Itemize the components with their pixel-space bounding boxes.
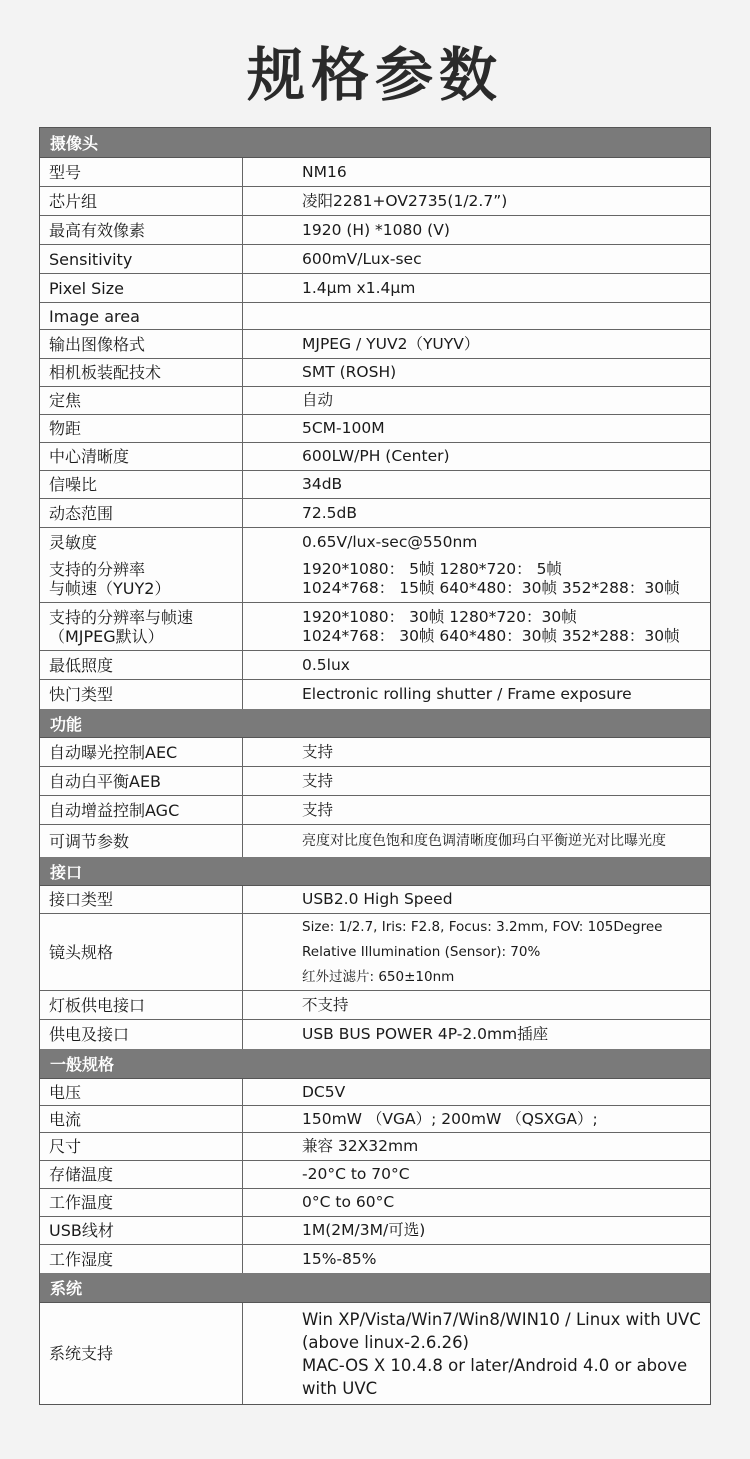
row-label: 动态范围 xyxy=(40,499,243,527)
table-row xyxy=(40,1161,710,1189)
row-label: USB线材 xyxy=(40,1217,243,1244)
row-label: 最低照度 xyxy=(40,651,243,679)
row-label: 自动白平衡AEB xyxy=(40,767,243,795)
page-title: 规格参数 xyxy=(246,41,503,109)
table-row xyxy=(40,1245,710,1273)
row-value: 支持 xyxy=(302,742,334,761)
row-value xyxy=(243,914,710,990)
row-label: 灯板供电接口 xyxy=(40,991,243,1019)
table-row xyxy=(40,1106,710,1133)
table-row xyxy=(40,556,710,603)
section-header-system: 系统 xyxy=(40,1273,710,1303)
table-row xyxy=(40,471,710,499)
row-label: 物距 xyxy=(40,415,243,442)
section-header-general: 一般规格 xyxy=(40,1049,710,1079)
row-value-line: 1024*768： 15帧 640*480：30帧 352*288：30帧 xyxy=(302,579,680,597)
row-value: MJPEG / YUV2（YUYV） xyxy=(302,334,480,353)
table-row xyxy=(40,499,710,528)
row-value: 15%-85% xyxy=(302,1249,377,1268)
row-label: 定焦 xyxy=(40,387,243,414)
row-value-line: 1920*1080： 5帧 1280*720： 5帧 xyxy=(302,560,562,578)
row-value: 支持 xyxy=(302,771,334,790)
row-value: SMT (ROSH) xyxy=(302,363,397,381)
row-label: 工作温度 xyxy=(40,1189,243,1216)
row-value: 1.4μm x1.4μm xyxy=(302,278,416,297)
table-row xyxy=(40,1020,710,1049)
row-value: 亮度对比度色饱和度色调清晰度伽玛白平衡逆光对比曝光度 xyxy=(302,832,666,849)
table-row xyxy=(40,387,710,415)
row-label: 信噪比 xyxy=(40,471,243,498)
row-label-line: 支持的分辨率 xyxy=(49,560,146,579)
row-value-line: MAC-OS X 10.4.8 or later/Android 4.0 or above xyxy=(302,1355,688,1375)
row-label: 尺寸 xyxy=(40,1133,243,1160)
row-label: 输出图像格式 xyxy=(40,330,243,358)
row-value: 1M(2M/3M/可选) xyxy=(302,1221,426,1239)
row-value-line: 1920*1080： 30帧 1280*720：30帧 xyxy=(302,607,577,626)
table-row xyxy=(40,415,710,443)
row-value: 600mV/Lux-sec xyxy=(302,249,422,268)
row-value: USB BUS POWER 4P-2.0mm插座 xyxy=(302,1025,549,1043)
table-row xyxy=(40,1189,710,1217)
row-value-line: with UVC xyxy=(302,1378,378,1398)
table-row xyxy=(40,245,710,274)
row-label: 工作湿度 xyxy=(40,1245,243,1273)
row-label: 中心清晰度 xyxy=(40,443,243,470)
row-label: 可调节参数 xyxy=(40,825,243,857)
table-row xyxy=(40,767,710,796)
section-header-interface: 接口 xyxy=(40,857,710,886)
row-value: 34dB xyxy=(302,475,343,493)
table-row xyxy=(40,991,710,1020)
row-label xyxy=(40,603,243,650)
row-value: 150mW （VGA）; 200mW （QSXGA）; xyxy=(302,1109,598,1128)
row-label xyxy=(40,556,243,602)
table-row xyxy=(40,603,710,651)
table-row xyxy=(40,359,710,387)
row-label: 自动增益控制AGC xyxy=(40,796,243,824)
row-label: 存储温度 xyxy=(40,1161,243,1188)
row-value-line: Win XP/Vista/Win7/Win8/WIN10 / Linux with UVC xyxy=(302,1309,701,1329)
row-label: Sensitivity xyxy=(40,245,243,273)
table-row xyxy=(40,738,710,767)
row-value: Electronic rolling shutter / Frame exposure xyxy=(302,685,632,703)
row-value-line: Size: 1/2.7, Iris: F2.8, Focus: 3.2mm, FOV: 105Degree xyxy=(302,918,663,935)
row-label-line: 支持的分辨率与帧速 xyxy=(49,607,194,627)
row-label: 电压 xyxy=(40,1079,243,1105)
table-row xyxy=(40,303,710,330)
row-value: 凌阳2281+OV2735(1/2.7”) xyxy=(302,191,508,210)
table-row xyxy=(40,825,710,857)
row-label: Pixel Size xyxy=(40,274,243,302)
row-label: 型号 xyxy=(40,158,243,186)
row-value: 600LW/PH (Center) xyxy=(302,447,450,465)
row-value: 支持 xyxy=(302,800,334,819)
row-label: 快门类型 xyxy=(40,680,243,709)
table-row xyxy=(40,158,710,187)
row-label: 系统支持 xyxy=(40,1303,243,1404)
row-label: 接口类型 xyxy=(40,886,243,913)
row-value: 72.5dB xyxy=(302,503,357,522)
table-row xyxy=(40,528,710,556)
table-row xyxy=(40,1133,710,1161)
table-row xyxy=(40,443,710,471)
section-header-camera: 摄像头 xyxy=(40,128,710,158)
section-header-function: 功能 xyxy=(40,709,710,738)
row-value xyxy=(243,603,710,650)
table-row xyxy=(40,886,710,914)
table-row xyxy=(40,651,710,680)
row-label: 相机板装配技术 xyxy=(40,359,243,386)
row-value: -20°C to 70°C xyxy=(302,1165,410,1183)
row-value-line: Relative Illumination (Sensor): 70% xyxy=(302,943,541,960)
table-row xyxy=(40,187,710,216)
table-row xyxy=(40,914,710,991)
row-label: 镜头规格 xyxy=(40,914,243,990)
row-value xyxy=(243,1303,710,1404)
row-value-line: (above linux-2.6.26) xyxy=(302,1332,469,1352)
spec-table xyxy=(39,127,711,1405)
table-row xyxy=(40,1217,710,1245)
row-value: 自动 xyxy=(302,391,334,409)
row-value: USB2.0 High Speed xyxy=(302,890,453,908)
row-value: 0°C to 60°C xyxy=(302,1193,395,1211)
row-value: 1920 (H) *1080 (V) xyxy=(302,220,450,239)
row-label: 芯片组 xyxy=(40,187,243,215)
table-row xyxy=(40,680,710,709)
row-value: 0.5lux xyxy=(302,655,350,674)
row-label: Image area xyxy=(40,303,243,329)
table-row xyxy=(40,330,710,359)
table-row xyxy=(40,1303,710,1404)
table-row xyxy=(40,274,710,303)
row-value xyxy=(243,303,710,329)
row-value-line: 1024*768： 30帧 640*480：30帧 352*288：30帧 xyxy=(302,626,680,645)
row-value: 0.65V/lux-sec@550nm xyxy=(302,532,478,551)
table-row xyxy=(40,1079,710,1106)
row-value: NM16 xyxy=(302,162,347,181)
row-value-line: 红外过滤片: 650±10nm xyxy=(302,968,455,985)
row-label: 电流 xyxy=(40,1106,243,1132)
table-row xyxy=(40,796,710,825)
row-label: 供电及接口 xyxy=(40,1020,243,1049)
table-row xyxy=(40,216,710,245)
row-label-line: （MJPEG默认） xyxy=(49,626,164,646)
row-label-line: 与帧速（YUY2） xyxy=(49,579,171,598)
row-value xyxy=(243,556,710,602)
row-value: 不支持 xyxy=(302,995,349,1014)
row-value: 兼容 32X32mm xyxy=(302,1137,419,1155)
row-value: 5CM-100M xyxy=(302,419,385,437)
row-value: DC5V xyxy=(302,1082,346,1101)
row-label: 自动曝光控制AEC xyxy=(40,738,243,766)
row-label: 最高有效像素 xyxy=(40,216,243,244)
row-label: 灵敏度 xyxy=(40,528,243,556)
